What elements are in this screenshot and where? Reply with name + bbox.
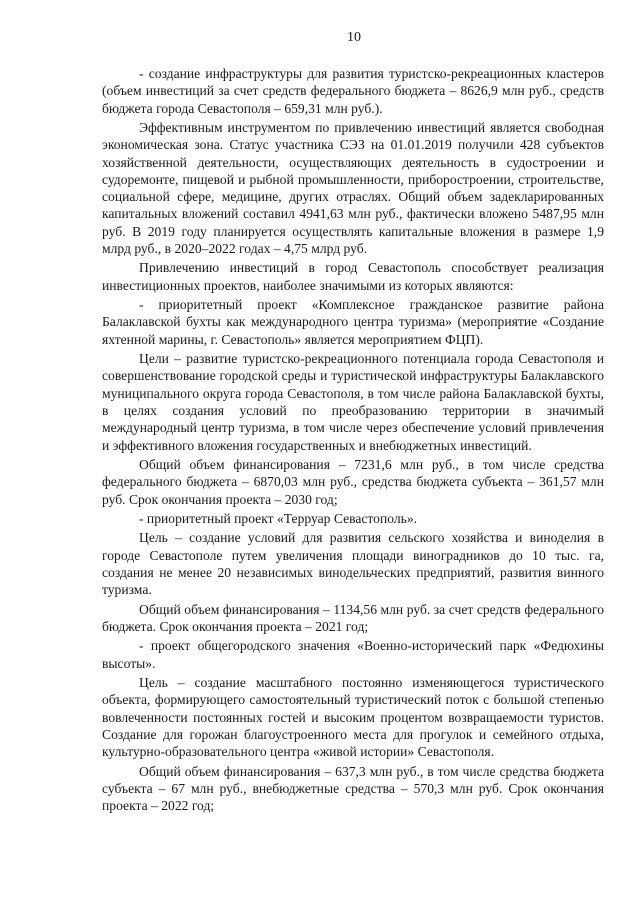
- document-body: [102, 65, 604, 815]
- paragraph: Общий объем финансирования – 1134,56 млн руб. за счет средств федерального бюджета. Срок окончания проекта – 2021 год;: [102, 601, 604, 634]
- page-number: 10: [347, 30, 361, 45]
- paragraph: - создание инфраструктуры для развития туристско-рекреационных кластеров (объем инвестиций за счет средств федерального бюджета – 8626,9 млн руб., средств бюджета города Севастополя – 659,31 млн руб.).: [102, 66, 604, 116]
- paragraph: Эффективным инструментом по привлечению инвестиций является свободная экономическая зона. Статус участника СЭЗ на 01.01.2019 получили 428 субъектов хозяйственной деятельности, осуществляющих деятельность в судостроении и судоремонте, пищевой и рыбной промышленности, приборостроении, строительстве, социальной сфере, медицине, других отраслях. Общий объем задекларированных капитальных вложений составил 4941,63 млн руб., фактически вложено 5487,95 млн руб. В 2019 году планируется осуществлять капитальные вложения в размере 1,9 млрд руб., в 2020–2022 годах – 4,75 млрд руб.: [102, 119, 604, 257]
- paragraph: Привлечению инвестиций в город Севастополь способствует реализация инвестиционных проектов, наиболее значимыми из которых являются:: [102, 260, 604, 293]
- paragraph: - проект общегородского значения «Военно-исторический парк «Федюхины высоты».: [102, 638, 604, 671]
- paragraph: Общий объем финансирования – 7231,6 млн руб., в том числе средства федерального бюджета – 6870,03 млн руб., средства бюджета субъекта – 361,57 млн руб. Срок окончания проекта – 2030 год;: [102, 457, 604, 507]
- paragraph: Цели – развитие туристско-рекреационного потенциала города Севастополя и совершенствование городской среды и туристической инфраструктуры Балаклавского муниципального округа города Севастополя, в том числе района Балаклавской бухты, в целях создания условий по преобразованию территории в значимый международный центр туризма, в том числе через обеспечение условий привлечения и эффективного вложения государственных и внебюджетных инвестиций.: [102, 351, 604, 453]
- paragraph: Цель – создание масштабного постоянно изменяющегося туристического объекта, формирующего самостоятельный туристический поток с большой степенью вовлеченности постоянных гостей и высоким процентом возвращаемости туристов. Создание для горожан благоустроенного места для прогулок и семейного отдыха, культурно-образовательного центра «живой истории» Севастополя.: [102, 675, 604, 760]
- paragraph: Цель – создание условий для развития сельского хозяйства и виноделия в городе Севастополе путем увеличения площади виноградников до 10 тыс. га, создания не менее 20 независимых винодельческих предприятий, развития винного туризма.: [102, 530, 604, 598]
- paragraph: - приоритетный проект «Комплексное гражданское развитие района Балаклавской бухты как международного центра туризма» (мероприятие «Создание яхтенной марины, г. Севастополь» является мероприятием ФЦП).: [102, 297, 604, 347]
- paragraph: - приоритетный проект «Терруар Севастополь».: [139, 510, 418, 526]
- paragraph: Общий объем финансирования – 637,3 млн руб., в том числе средства бюджета субъекта – 67 млн руб., внебюджетные средства – 570,3 млн руб. Срок окончания проекта – 2022 год;: [102, 763, 604, 814]
